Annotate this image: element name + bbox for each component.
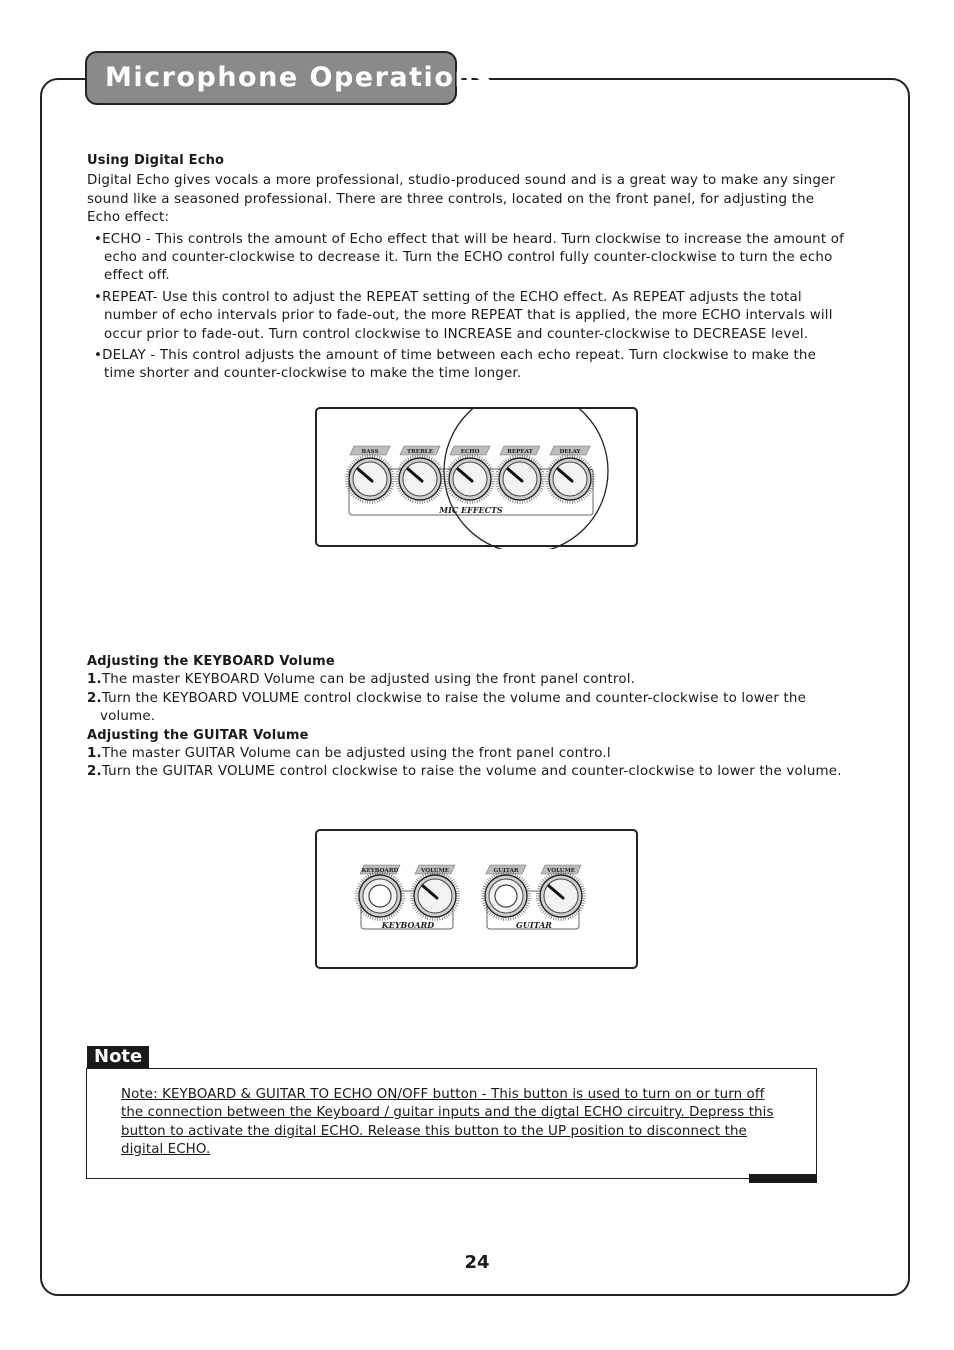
volume-panel bbox=[315, 829, 638, 969]
keyboard-volume-knob-label: VOLUME bbox=[420, 868, 450, 874]
guitar-group-label: GUITAR bbox=[516, 920, 552, 930]
note-corner-bar bbox=[749, 1174, 817, 1183]
delay-knob-label: DELAY bbox=[559, 449, 581, 455]
guitar-heading: Adjusting the GUITAR Volume bbox=[87, 727, 309, 743]
guitar-input-jack-label: GUITAR bbox=[493, 868, 519, 874]
note-text: Note: KEYBOARD & GUITAR TO ECHO ON/OFF button - This button is used to turn on or turn off the connection between the Keyboard / guitar inputs and the digtal ECHO circuitry. Depress this button to activate the digital ECHO. Release this button to the UP position to disconnect the digital ECHO. bbox=[121, 1087, 774, 1158]
echo-knob-label: ECHO bbox=[460, 449, 480, 455]
digital-echo-heading: Using Digital Echo bbox=[87, 153, 225, 168]
page-number: 24 bbox=[464, 1252, 490, 1273]
keyboard-group-label: KEYBOARD bbox=[381, 920, 435, 930]
treble-knob-label: TREBLE bbox=[407, 449, 433, 455]
repeat-knob-label: REPEAT bbox=[507, 449, 533, 455]
keyboard-heading: Adjusting the KEYBOARD Volume bbox=[87, 654, 335, 669]
keyboard-step-1: 1.The master KEYBOARD Volume can be adjusted using the front panel control. bbox=[87, 672, 636, 688]
mic-effects-panel bbox=[315, 407, 638, 547]
guitar-input-jack-socket bbox=[495, 885, 517, 907]
keyboard-input-jack-label: KEYBOARD bbox=[361, 868, 399, 874]
volume-section bbox=[87, 653, 847, 782]
title-tab bbox=[85, 51, 493, 105]
guitar-step-1: 1.The master GUITAR Volume can be adjusted using the front panel contro.l bbox=[87, 746, 611, 762]
echo-bullet: •ECHO - This controls the amount of Echo effect that will be heard. Turn clockwise to increase the amount of echo and counter-clockwise to decrease it. Turn the ECHO control fully counter-clockwise to turn the echo effect off. bbox=[94, 231, 845, 284]
digital-echo-section bbox=[87, 152, 847, 384]
page-title: Microphone Operations bbox=[105, 62, 493, 93]
bass-knob-label: BASS bbox=[361, 449, 379, 455]
digital-echo-intro: Digital Echo gives vocals a more professional, studio-produced sound and is a great way to make any singer sound like a seasoned professional. There are three controls, located on the front panel, for adjusting the Echo effect: bbox=[87, 173, 836, 226]
keyboard-step-2: 2.Turn the KEYBOARD VOLUME control clockwise to raise the volume and counter-clockwise to lower the volume. bbox=[87, 690, 807, 725]
keyboard-input-jack-socket bbox=[369, 885, 391, 907]
guitar-volume-knob-label: VOLUME bbox=[546, 868, 576, 874]
repeat-bullet: •REPEAT- Use this control to adjust the REPEAT setting of the ECHO effect. As REPEAT adjusts the total number of echo intervals prior to fade-out, the more REPEAT that is applied, the more ECHO intervals will occur prior to fade-out. Turn control clockwise to INCREASE and counter-clockwise to DECREASE level. bbox=[94, 289, 833, 342]
guitar-step-2: 2.Turn the GUITAR VOLUME control clockwise to raise the volume and counter-clockwise to lower the volume. bbox=[87, 764, 842, 780]
note-label: Note bbox=[87, 1046, 149, 1068]
delay-bullet: •DELAY - This control adjusts the amount of time between each echo repeat. Turn clockwise to make the time shorter and counter-clockwise to make the time longer. bbox=[94, 348, 817, 382]
mic-effects-label: MIC EFFECTS bbox=[439, 505, 503, 515]
